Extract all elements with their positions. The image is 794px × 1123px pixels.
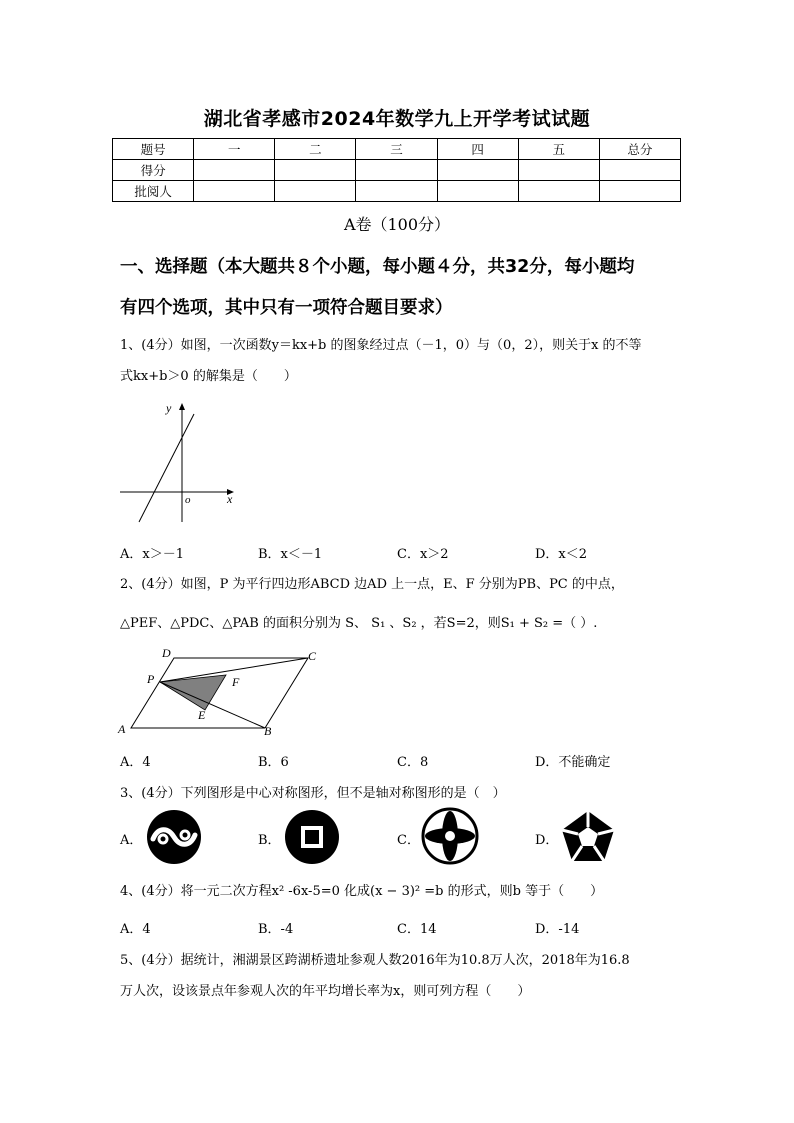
q3-stem: 3、(4分）下列图形是中心对称图形，但不是轴对称图形的是（ ） xyxy=(120,786,506,801)
page-title: 湖北省孝感市2024年数学九上开学考试试题 xyxy=(203,108,591,130)
q1-option-b: B．x＜－1 xyxy=(258,547,323,562)
part-heading-line1: 一、选择题（本大题共８个小题，每小题４分，共32分，每小题均 xyxy=(120,257,635,277)
q1-stem-line1: 1、(4分）如图，一次函数y＝kx+b 的图象经过点（－1，0）与（0，2），则关于x 的不等 xyxy=(120,338,642,353)
q4-option-d: D．-14 xyxy=(535,922,580,937)
q4-stem: 4、(4分）将一元二次方程x² -6x-5=0 化成(x − 3)² =b 的形式，则b 等于（ ） xyxy=(120,884,604,899)
score-cell xyxy=(599,160,680,181)
q3-option-b-letter: B． xyxy=(258,833,281,848)
label-e: E xyxy=(198,708,206,722)
q5-stem-line1: 5、(4分）据统计，湘湖景区跨湖桥遗址参观人数2016年为10.8万人次，2018年为16.8 xyxy=(120,953,630,968)
score-cell xyxy=(194,160,275,181)
grader-cell xyxy=(275,181,356,202)
score-cell xyxy=(356,160,437,181)
col-header: 一 xyxy=(194,139,275,160)
q4-option-b: B．-4 xyxy=(258,922,294,937)
q1-option-a: A．x＞－1 xyxy=(120,547,184,562)
label-p: P xyxy=(147,672,155,686)
q3-option-d-letter: D． xyxy=(535,833,559,848)
q1-option-c: C．x＞2 xyxy=(397,547,449,562)
y-axis-arrow xyxy=(179,403,185,410)
grader-cell xyxy=(599,181,680,202)
q3-figure-c-icon xyxy=(421,807,479,865)
q1-option-d: D．x＜2 xyxy=(535,547,588,562)
origin-label: o xyxy=(185,494,191,506)
col-header: 四 xyxy=(437,139,518,160)
score-table xyxy=(112,138,681,202)
q1-stem-line2: 式kx+b＞0 的解集是（ ） xyxy=(120,369,297,384)
row-label: 批阅人 xyxy=(113,181,194,202)
label-c: C xyxy=(308,649,317,663)
q2-stem-line1: 2、(4分）如图，P 为平行四边形ABCD 边AD 上一点，E、F 分别为PB、PC 的中点， xyxy=(120,577,624,592)
q2-option-c: C．8 xyxy=(397,755,429,770)
grader-cell xyxy=(194,181,275,202)
label-a: A xyxy=(118,722,126,736)
col-header: 题号 xyxy=(113,139,194,160)
score-cell xyxy=(518,160,599,181)
grader-cell xyxy=(356,181,437,202)
q3-option-a-letter: A． xyxy=(120,833,143,848)
score-row xyxy=(113,160,681,181)
q3-figure-b-icon xyxy=(284,809,340,865)
q3-figure-d-icon xyxy=(559,808,617,866)
score-cell xyxy=(275,160,356,181)
q1-graph xyxy=(115,398,245,526)
grader-cell xyxy=(518,181,599,202)
q4-option-a: A．4 xyxy=(120,922,151,937)
grader-cell xyxy=(437,181,518,202)
q4-option-c: C．14 xyxy=(397,922,437,937)
score-table-header-row xyxy=(113,139,681,160)
col-header: 二 xyxy=(275,139,356,160)
q2-option-a: A．4 xyxy=(120,755,151,770)
q2-option-d: D．不能确定 xyxy=(535,755,611,770)
col-header: 总分 xyxy=(599,139,680,160)
row-label: 得分 xyxy=(113,160,194,181)
y-axis-label: y xyxy=(166,401,172,415)
x-axis-label: x xyxy=(227,492,233,506)
col-header: 五 xyxy=(518,139,599,160)
q3-option-c-letter: C． xyxy=(397,833,420,848)
score-cell xyxy=(437,160,518,181)
q3-figure-a-icon xyxy=(146,809,202,865)
section-title: A卷（100分） xyxy=(343,215,451,234)
q2-stem-line2: △PEF、△PDC、△PAB 的面积分别为 S、 S₁ 、S₂ ，若S=2，则S₁ + S₂ =（ ）. xyxy=(120,616,598,631)
q2-parallelogram-figure xyxy=(115,646,325,738)
label-b: B xyxy=(264,724,272,738)
q5-stem-line2: 万人次，设该景点年参观人次的年平均增长率为x，则可列方程（ ） xyxy=(120,984,531,999)
grader-row xyxy=(113,181,681,202)
parallelogram-abcd xyxy=(131,658,308,728)
part-heading-line2: 有四个选项，其中只有一项符合题目要求） xyxy=(120,298,453,318)
col-header: 三 xyxy=(356,139,437,160)
label-f: F xyxy=(232,675,240,689)
label-d: D xyxy=(162,646,171,660)
q2-option-b: B．6 xyxy=(258,755,289,770)
